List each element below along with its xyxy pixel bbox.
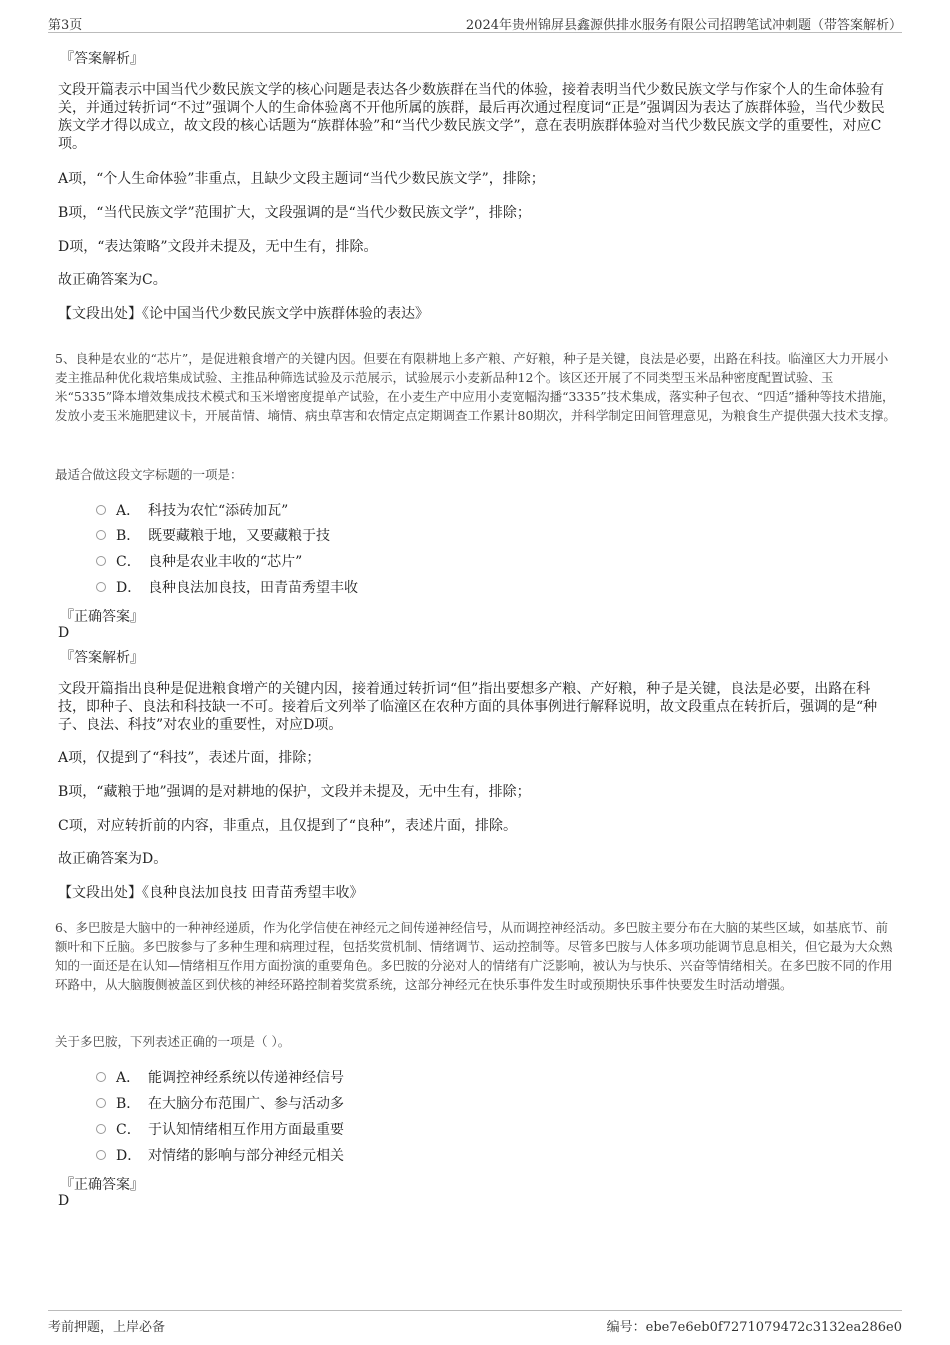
option-text: 良种良法加良技，田青苗秀望丰收 (148, 580, 358, 596)
q6-stem: 6、多巴胺是大脑中的一种神经递质，作为化学信使在神经元之间传递神经信号，从而调控神经活动。多巴胺主要分布在大脑的某些区域，如基底节、前额叶和下丘脑。多巴胺参与了多种生理和病理过程，包括奖赏机制、情绪调节、运动控制等。尽管多巴胺与人体多项功能调节息息相关，但它最为大众熟知的一面还是在认知—情绪相互作用方面扮演的重要角色。多巴胺的分泌对人的情绪有广泛影响，被认为与快乐、兴奋等情绪相关。在多巴胺不同的作用环路中，从大脑腹侧被盖区到伏核的神经环路控制着奖赏系统，这部分神经元在快乐事件发生时或预期快乐事件快要发生时活动增强。 (55, 920, 893, 992)
page-number: 第3页 (48, 18, 83, 33)
option-text: 于认知情绪相互作用方面最重要 (148, 1122, 344, 1138)
q4-analysis-text: 文段开篇表示中国当代少数民族文学的核心问题是表达各少数族群在当代的体验，接着表明当代少数民族文学与作家个人的生命体验有关，并通过转折词“不过”强调个人的生命体验离不开他所属的族群，最后再次通过程度词“正是”强调因为表达了族群体验，当代少数民族文学才得以成立，故文段的核心话题为“族群体验”和“当代少数民族文学”，意在表明族群体验对当代少数民族文学的重要性，对应C项。 (58, 82, 885, 152)
option-letter: A． (116, 503, 141, 519)
q5-option-b-analysis: B项，“藏粮于地”强调的是对耕地的保护，文段并未提及，无中生有，排除； (58, 784, 531, 800)
q4-conclusion: 故正确答案为C。 (58, 272, 167, 288)
option-text: 良种是农业丰收的“芯片” (148, 554, 303, 570)
option-letter: B． (116, 1096, 141, 1112)
q6-option-b[interactable] (96, 1093, 344, 1113)
document-title: 2024年贵州锦屏县鑫源供排水服务有限公司招聘笔试冲刺题（带答案解析） (465, 18, 902, 33)
radio-icon[interactable] (96, 505, 106, 515)
q5-correct-answer: D (58, 625, 70, 641)
page-footer (48, 1310, 902, 1335)
radio-icon[interactable] (96, 556, 106, 566)
q5-option-d[interactable] (96, 577, 358, 597)
q5-analysis-text: 文段开篇指出良种是促进粮食增产的关键内因，接着通过转折词“但”指出要想多产粮、产好粮，种子是关键，良法是必要，出路在科技，即种子、良法和科技缺一不可。接着后文列举了临潼区在农种方面的具体事例进行解释说明，故文段重点在转折后，强调的是“种子、良法、科技”对农业的重要性，对应D项。 (58, 681, 878, 733)
q6-option-d[interactable] (96, 1145, 344, 1165)
option-text: 对情绪的影响与部分神经元相关 (148, 1148, 344, 1164)
option-letter: D． (116, 580, 142, 596)
q4-analysis-label: 『答案解析』 (60, 51, 144, 67)
q4-option-b-analysis: B项，“当代民族文学”范围扩大，文段强调的是“当代少数民族文学”，排除； (58, 205, 531, 221)
option-letter: C． (116, 1122, 141, 1138)
radio-icon[interactable] (96, 1098, 106, 1108)
option-text: 能调控神经系统以传递神经信号 (148, 1070, 344, 1086)
q5-correct-label: 『正确答案』 (60, 609, 144, 625)
q5-option-a[interactable] (96, 500, 288, 520)
q5-option-c[interactable] (96, 551, 302, 571)
q5-option-a-analysis: A项，仅提到了“科技”，表述片面，排除； (58, 750, 321, 766)
option-letter: C． (116, 554, 141, 570)
page-header (48, 12, 902, 33)
q6-correct-answer: D (58, 1193, 70, 1209)
option-text: 科技为农忙“添砖加瓦” (148, 503, 289, 519)
q5-option-c-analysis: C项，对应转折前的内容，非重点，且仅提到了“良种”，表述片面，排除。 (58, 818, 518, 834)
footer-slogan: 考前押题，上岸必备 (48, 1320, 166, 1335)
radio-icon[interactable] (96, 1124, 106, 1134)
radio-icon[interactable] (96, 582, 106, 592)
document-id: 编号：ebe7e6eb0f7271079472c3132ea286e0 (606, 1320, 902, 1335)
q5-prompt: 最适合做这段文字标题的一项是： (55, 467, 243, 482)
option-text: 既要藏粮于地，又要藏粮于技 (148, 528, 330, 544)
q5-stem: 5、良种是农业的“芯片”，是促进粮食增产的关键内因。但要在有限耕地上多产粮、产好粮，种子是关键，良法是必要，出路在科技。临潼区大力开展小麦主推品种优化栽培集成试验、主推品种筛选试验及示范展示，试验展示小麦新品种12个。该区还开展了不同类型玉米品种密度配置试验、玉米“5335”降本增效集成技术模式和玉米增密度提单产试验，在小麦生产中应用小麦宽幅沟播“3335”技术集成，落实种子包衣、“四适”播种等技术措施，发放小麦玉米施肥建议卡，开展苗情、墒情、病虫草害和农情定点定期调查工作累计80期次，并科学制定田间管理意见，为粮食生产提供强大技术支撑。 (55, 351, 896, 423)
option-letter: A． (116, 1070, 141, 1086)
option-letter: B． (116, 528, 141, 544)
q6-option-c[interactable] (96, 1119, 344, 1139)
q6-option-a[interactable] (96, 1067, 344, 1087)
q5-conclusion: 故正确答案为D。 (58, 851, 168, 867)
q5-option-b[interactable] (96, 525, 330, 545)
q4-option-a-analysis: A项，“个人生命体验”非重点，且缺少文段主题词“当代少数民族文学”，排除； (58, 171, 545, 187)
radio-icon[interactable] (96, 1150, 106, 1160)
q6-correct-label: 『正确答案』 (60, 1177, 144, 1193)
radio-icon[interactable] (96, 1072, 106, 1082)
radio-icon[interactable] (96, 530, 106, 540)
q5-analysis-label: 『答案解析』 (60, 650, 144, 666)
q6-prompt: 关于多巴胺，下列表述正确的一项是（ ）。 (55, 1034, 291, 1049)
q4-source: 【文段出处】《论中国当代少数民族文学中族群体验的表达》 (58, 306, 429, 322)
q5-source: 【文段出处】《良种良法加良技 田青苗秀望丰收》 (58, 885, 364, 901)
option-text: 在大脑分布范围广、参与活动多 (148, 1096, 344, 1112)
q4-option-d-analysis: D项，“表达策略”文段并未提及，无中生有，排除。 (58, 239, 378, 255)
option-letter: D． (116, 1148, 142, 1164)
